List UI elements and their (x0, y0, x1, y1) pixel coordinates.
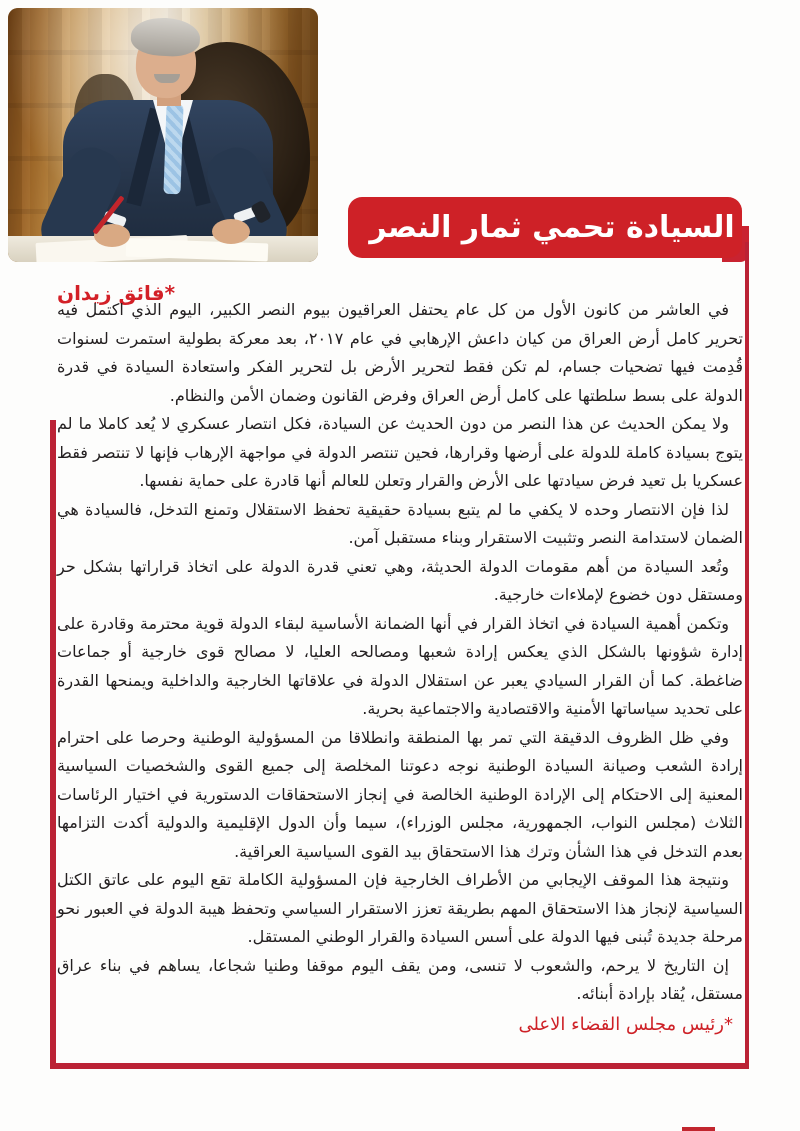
paragraph: لذا فإن الانتصار وحده لا يكفي ما لم يتبع بسيادة حقيقية تحفظ الاستقلال وتمنع التدخل، فالسيادة هي الضمان لاستدامة النصر وتثبيت الاستقرار وبناء مستقبل آمن. (57, 499, 743, 547)
article-title: السيادة تحمي ثمار النصر (369, 210, 735, 245)
paragraph: وفي ظل الظروف الدقيقة التي تمر بها المنطقة وانطلاقا من المسؤولية الوطنية وحرصا على احترام إرادة الشعب وصيانة السيادة الوطنية نوجه دعوتنا المخلصة إلى جميع القوى والشخصيات السياسية المعنية إلى الاحتكام إلى الإرادة الوطنية الخالصة في إنجاز الاستحقاقات الدستورية في اختيار الرئاسات الثلاث (مجلس النواب، الجمهورية، مجلس الوزراء)، سيما وأن الدول الإقليمية والدولية أكدت التزامها بعدم التدخل في هذا الشأن وترك هذا الاستحقاق بيد القوى السياسية العراقية. (57, 727, 743, 861)
paragraph: وتكمن أهمية السيادة في اتخاذ القرار في أنها الضمانة الأساسية لبقاء الدولة قوية محترمة وقادرة على إدارة شؤونها بالشكل الذي يعكس إرادة شعبها ومصالحه العليا، لا مصالح قوى خارجية أو جماعات ضاغطة. كما أن القرار السيادي يعبر عن استقلال الدولة في علاقاتها الخارجية والداخلية ويمنحها القدرة على تحديد سياساتها الأمنية والاقتصادية والاجتماعية بحرية. (57, 613, 743, 718)
frame-border-bottom (50, 1063, 749, 1069)
article-title-banner (348, 197, 742, 258)
author-byline: *فائق زيدان (57, 281, 176, 305)
frame-border-right (745, 242, 749, 1069)
paragraph: ونتيجة هذا الموقف الإيجابي من الأطراف الخارجية فإن المسؤولية الكاملة تقع اليوم على عاتق الكتل السياسية لإنجاز هذا الاستحقاق المهم بطريقة تعزز الاستقرار السياسي وتحفظ هيبة الدولة في العبور نحو مرحلة جديدة تُبنى فيها الدولة على أسس السيادة والقرار الوطني المستقل. (57, 870, 743, 946)
paragraph: ولا يمكن الحديث عن هذا النصر من دون الحديث عن السيادة، فكل انتصار عسكري لا يُعد كاملا ما لم يتوج بسيادة كاملة للدولة على أرضها وقرارها، فحين تنتصر الدولة في مواجهة الإرهاب فإنها لا تنتصر فقط عسكريا بل تعيد فرض سيادتها على الأرض والقرار وتعلن للعالم أنها قادرة على حماية نفسها. (57, 414, 743, 490)
paragraph: وتُعد السيادة من أهم مقومات الدولة الحديثة، وهي تعني قدرة الدولة على اتخاذ قراراتها بشكل حر ومستقل دون خضوع لإملاءات خارجية. (57, 556, 743, 604)
author-photo (8, 8, 318, 262)
photo-tie (163, 104, 183, 195)
photo-hand-right (212, 219, 250, 244)
frame-border-left (50, 420, 56, 1069)
paragraph: في العاشر من كانون الأول من كل عام يحتفل العراقيون بيوم النصر الكبير، اليوم الذي اكتمل فيه تحرير كامل أرض العراق من كيان داعش الإرهابي في عام ٢٠١٧، بعد معركة بطولية استمرت لسنوات قُدِمت فيها تضحيات جسام، لم تكن فقط لتحرير الأرض بل لتحرير الفكر واستعادة السيادة في قدرة الدولة على بسط سلطتها على كامل أرض العراق وفرض القانون وضمان الأمن والنظام. (57, 300, 744, 405)
article-body (57, 296, 743, 1009)
page-bottom-mark (682, 1127, 715, 1131)
author-role-footnote: *رئيس مجلس القضاء الاعلى (518, 1014, 733, 1035)
paragraph: إن التاريخ لا يرحم، والشعوب لا تنسى، ومن يقف اليوم موقفا وطنيا شجاعا، يساهم في بناء عراق مستقل، يُقاد بإرادة أبنائه. (57, 955, 743, 1003)
